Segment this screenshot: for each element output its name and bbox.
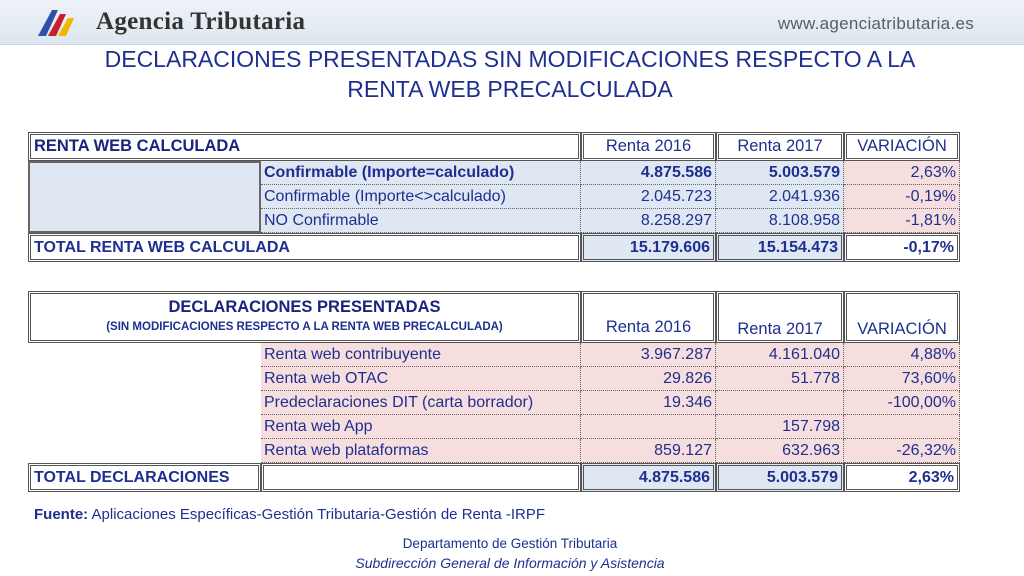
source-label: Fuente: (34, 506, 89, 523)
agency-logo-icon (34, 6, 78, 40)
table2-heading-cell (28, 291, 581, 343)
row-2016: 859.127 (581, 439, 716, 463)
row-label: Confirmable (Importe<>calculado) (261, 185, 581, 209)
total-label: TOTAL RENTA WEB CALCULADA (28, 233, 581, 262)
table1-col-2016: Renta 2016 (581, 132, 716, 161)
row-2017: 4.161.040 (716, 343, 844, 367)
row-var: 2,63% (844, 161, 960, 185)
row-label: Renta web contribuyente (261, 343, 581, 367)
row-var: 73,60% (844, 367, 960, 391)
department: Departamento de Gestión Tributaria (402, 536, 618, 551)
renta-web-calculada-table (28, 132, 960, 262)
row-var (844, 415, 960, 439)
agency-name: Agencia Tributaria (96, 8, 306, 35)
total-label: TOTAL DECLARACIONES (28, 463, 261, 492)
table2-subheading: (SIN MODIFICACIONES RESPECTO A LA RENTA WEB PRECALCULADA) (106, 321, 503, 333)
row-2017 (716, 391, 844, 415)
table2-col-2017: Renta 2017 (716, 291, 844, 343)
row-var: -26,32% (844, 439, 960, 463)
row-label: Renta web App (261, 415, 581, 439)
row-2016: 8.258.297 (581, 209, 716, 233)
table1-col-var: VARIACIÓN (844, 132, 960, 161)
row-2017: 5.003.579 (716, 161, 844, 185)
row-2016 (581, 415, 716, 439)
row-2017: 632.963 (716, 439, 844, 463)
row-label: Confirmable (Importe=calculado) (261, 161, 581, 185)
total-2017: 15.154.473 (716, 233, 844, 262)
row-var: -1,81% (844, 209, 960, 233)
table1-col-2017: Renta 2017 (716, 132, 844, 161)
table-header-row (28, 132, 960, 161)
table2-heading: DECLARACIONES PRESENTADAS (168, 298, 441, 316)
source-note (34, 506, 545, 523)
row-2016: 19.346 (581, 391, 716, 415)
table1-heading: RENTA WEB CALCULADA (28, 132, 581, 161)
row-2016: 29.826 (581, 367, 716, 391)
table1-total-row (28, 233, 960, 262)
row-label: Renta web OTAC (261, 367, 581, 391)
row-2017: 2.041.936 (716, 185, 844, 209)
row-2016: 4.875.586 (581, 161, 716, 185)
row-2017: 51.778 (716, 367, 844, 391)
row-var: -0,19% (844, 185, 960, 209)
table2-total-row (28, 463, 960, 492)
title-line-1: DECLARACIONES PRESENTADAS SIN MODIFICACIONES RESPECTO A LA (104, 46, 916, 72)
row-var: -100,00% (844, 391, 960, 415)
total-2016: 15.179.606 (581, 233, 716, 262)
row-label: NO Confirmable (261, 209, 581, 233)
total-var: -0,17% (844, 233, 960, 262)
row-label: Predeclaraciones DIT (carta borrador) (261, 391, 581, 415)
declaraciones-presentadas-table (28, 291, 960, 492)
row-2017: 8.108.958 (716, 209, 844, 233)
total-2016: 4.875.586 (581, 463, 716, 492)
title-line-2: RENTA WEB PRECALCULADA (347, 76, 673, 102)
total-var: 2,63% (844, 463, 960, 492)
subdirectorate: Subdirección General de Información y Asistencia (355, 555, 665, 571)
table1-spacer (28, 161, 261, 233)
table-row (28, 343, 960, 367)
source-text: Aplicaciones Específicas-Gestión Tributaria-Gestión de Renta -IRPF (91, 506, 546, 523)
table2-spacer (28, 343, 261, 463)
row-2016: 2.045.723 (581, 185, 716, 209)
page-title (40, 44, 980, 104)
row-label: Renta web plataformas (261, 439, 581, 463)
table2-col-var: VARIACIÓN (844, 291, 960, 343)
row-2016: 3.967.287 (581, 343, 716, 367)
header-band (0, 0, 1024, 45)
table2-col-2016: Renta 2016 (581, 291, 716, 343)
row-var: 4,88% (844, 343, 960, 367)
row-2017: 157.798 (716, 415, 844, 439)
total-empty (261, 463, 581, 492)
total-2017: 5.003.579 (716, 463, 844, 492)
website-url: www.agenciatributaria.es (777, 14, 974, 33)
table-header-row (28, 291, 960, 343)
table-row (28, 161, 960, 185)
